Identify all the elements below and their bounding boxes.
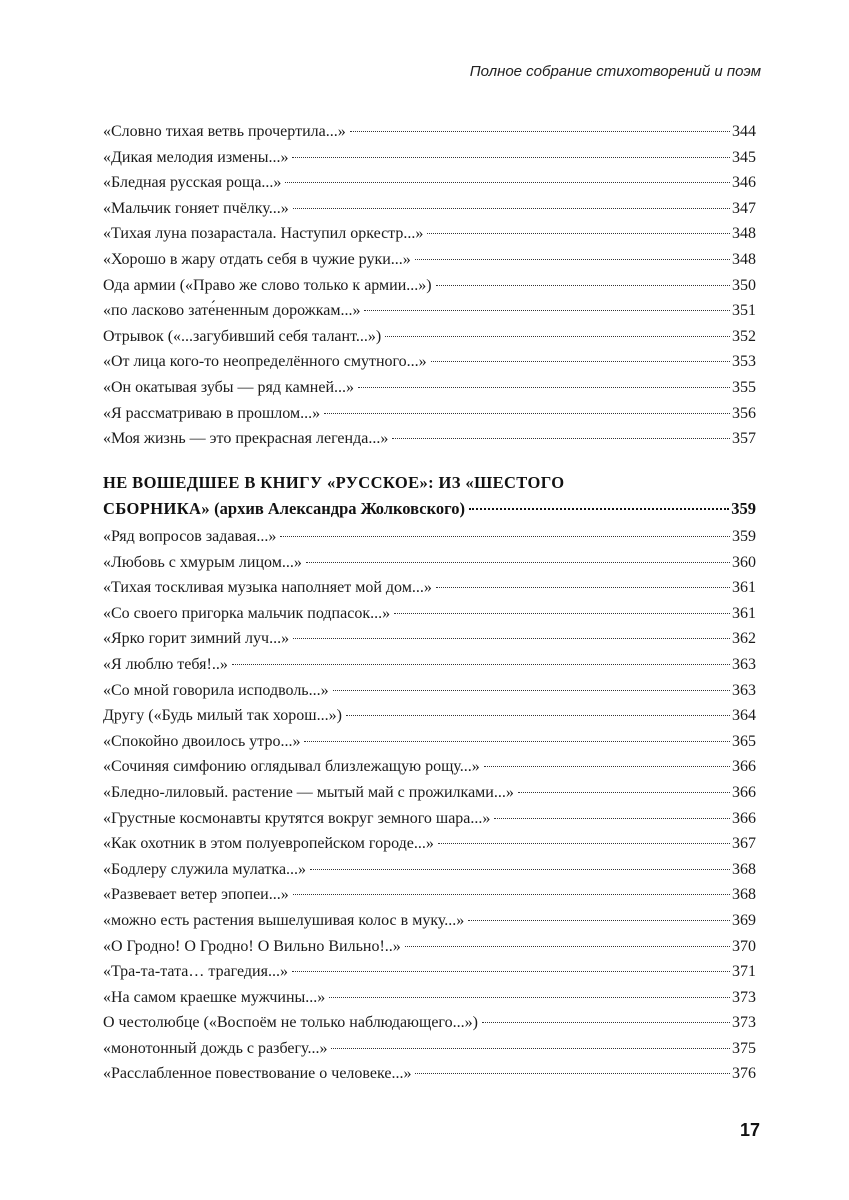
toc-entry-page: 356: [732, 404, 756, 422]
toc-entry-title: «Как охотник в этом полуевропейском городе...»: [103, 835, 434, 853]
dot-leader: [494, 818, 730, 819]
toc-entry-title: Ода армии («Право же слово только к армии...»): [103, 276, 432, 294]
dot-leader: [285, 182, 730, 183]
toc-entry-title: «Со мной говорила исподволь...»: [103, 681, 329, 699]
toc-entry[interactable]: [103, 652, 756, 678]
toc-entry-page: 366: [732, 809, 756, 827]
toc-entry-title: «Бледная русская роща...»: [103, 174, 282, 192]
toc-entry-title: «Бледно-лиловый. растение — мытый май с прожилками...»: [103, 783, 514, 801]
toc-entry-title: «Хорошо в жару отдать себя в чужие руки...»: [103, 250, 411, 268]
dot-leader: [436, 285, 730, 286]
toc-entry[interactable]: [103, 550, 756, 576]
toc-entry[interactable]: [103, 145, 756, 171]
dot-leader: [385, 336, 730, 337]
toc-entry-title: Другу («Будь милый так хорош...»): [103, 707, 342, 725]
toc-entry[interactable]: [103, 349, 756, 375]
dot-leader: [427, 233, 730, 234]
dot-leader: [358, 387, 730, 388]
section-heading-subtitle: (архив Александра Жолковского): [210, 499, 465, 518]
toc-entry[interactable]: [103, 524, 756, 550]
dot-leader: [333, 690, 730, 691]
toc-entry-title: «Расслабленное повествование о человеке...»: [103, 1065, 412, 1083]
toc-entry-title: «можно есть растения вышелушивая колос в муку...»: [103, 911, 465, 929]
toc-entry-title: «по ласково зате́ненным дорожкам...»: [103, 302, 361, 320]
dot-leader: [293, 894, 730, 895]
section-heading-caps: СБОРНИКА»: [103, 499, 211, 518]
toc-entry[interactable]: [103, 626, 756, 652]
dot-leader: [415, 259, 730, 260]
toc-entry-page: 345: [732, 148, 756, 166]
toc-entry-page: 360: [732, 553, 756, 571]
toc-entry-title: «Мальчик гоняет пчёлку...»: [103, 199, 289, 217]
toc-entry-page: 344: [732, 123, 756, 140]
toc-entry[interactable]: [103, 678, 756, 704]
toc-entry[interactable]: [103, 985, 756, 1011]
dot-leader: [484, 766, 730, 767]
toc-entry-title: «Тра-та-тата… трагедия...»: [103, 963, 288, 981]
toc-entry-page: 370: [732, 937, 756, 955]
toc-entry[interactable]: [103, 273, 756, 299]
dot-leader: [438, 843, 730, 844]
section-heading-page: 359: [731, 499, 756, 518]
dot-leader: [292, 971, 730, 972]
toc-entry[interactable]: [103, 882, 756, 908]
dot-leader: [405, 946, 730, 947]
toc-entry-page: 348: [732, 225, 756, 243]
dot-leader: [468, 920, 730, 921]
dot-leader: [394, 613, 730, 614]
dot-leader: [329, 997, 730, 998]
toc-entry-title: «Ярко горит зимний луч...»: [103, 630, 290, 648]
toc-entry-title: «Со своего пригорка мальчик подпасок...»: [103, 604, 391, 622]
toc-entry[interactable]: [103, 119, 756, 145]
toc-entry-page: 361: [732, 604, 756, 622]
toc-entry-page: 373: [732, 1014, 756, 1032]
section-heading[interactable]: [103, 470, 756, 522]
toc-entry-page: 357: [732, 430, 756, 448]
toc-entry-page: 375: [732, 1039, 756, 1057]
dot-leader: [304, 741, 730, 742]
toc-entry[interactable]: [103, 959, 756, 985]
dot-leader: [331, 1048, 730, 1049]
toc-entry-title: «На самом краешке мужчины...»: [103, 988, 326, 1006]
toc-entry[interactable]: [103, 601, 756, 627]
toc-entry-title: «Я рассматриваю в прошлом...»: [103, 404, 321, 422]
toc-entry-page: 348: [732, 250, 756, 268]
toc-entry[interactable]: [103, 170, 756, 196]
toc-entry[interactable]: [103, 375, 756, 401]
toc-entry-title: «монотонный дождь с разбегу...»: [103, 1039, 328, 1057]
toc-entry-page: 369: [732, 911, 756, 929]
toc-entry-title: «Он окатывая зубы — ряд камней...»: [103, 378, 355, 396]
toc-entry[interactable]: [103, 1010, 756, 1036]
toc-entry[interactable]: [103, 1036, 756, 1062]
toc-entry-title: «Грустные космонавты крутятся вокруг земного шара...»: [103, 809, 491, 827]
toc-entry-page: 350: [732, 276, 756, 294]
dot-leader: [431, 361, 730, 362]
section-heading-line2: [103, 496, 756, 522]
toc-entry-page: 366: [732, 783, 756, 801]
toc-entry-title: «Тихая луна позарастала. Наступил оркестр...»: [103, 225, 424, 243]
toc-entry-title: «От лица кого-то неопределённого смутного...»: [103, 353, 427, 371]
section-heading-line1: НЕ ВОШЕДШЕЕ В КНИГУ «РУССКОЕ»: ИЗ «ШЕСТОГО: [103, 473, 565, 492]
toc-entry[interactable]: [103, 729, 756, 755]
toc-entry-title: «Я люблю тебя!..»: [103, 655, 228, 673]
toc-entry-page: 363: [732, 681, 756, 699]
toc-entry-page: 364: [732, 707, 756, 725]
toc-entry-page: 351: [732, 302, 756, 320]
toc-list-before: [103, 119, 756, 452]
dot-leader: [293, 208, 730, 209]
dot-leader: [232, 664, 730, 665]
dot-leader: [518, 792, 730, 793]
toc-entry[interactable]: [103, 754, 756, 780]
toc-entry-page: 353: [732, 353, 756, 371]
dot-leader: [280, 536, 730, 537]
toc-entry-page: 355: [732, 378, 756, 396]
toc-entry[interactable]: [103, 324, 756, 350]
page-number: 17: [739, 1120, 760, 1140]
dot-leader: [392, 438, 730, 439]
toc-entry-title: «Сочиняя симфонию оглядывал близлежащую рощу...»: [103, 758, 480, 776]
running-head: Полное собрание стихотворений и поэм: [469, 63, 761, 80]
toc-entry-title: «Любовь с хмурым лицом...»: [103, 553, 302, 571]
toc-entry[interactable]: [103, 247, 756, 273]
toc-entry-page: 347: [732, 199, 756, 217]
toc-entry-title: «Ряд вопросов задавая...»: [103, 528, 277, 545]
dot-leader: [350, 131, 730, 132]
dot-leader: [324, 413, 730, 414]
toc-entry-page: 373: [732, 988, 756, 1006]
toc-entry[interactable]: [103, 575, 756, 601]
toc-entry-title: «Дикая мелодия измены...»: [103, 148, 289, 166]
toc-entry[interactable]: [103, 934, 756, 960]
toc-entry-title: «Моя жизнь — это прекрасная легенда...»: [103, 430, 389, 448]
toc-entry-page: 376: [732, 1065, 756, 1083]
toc-entry-page: 361: [732, 579, 756, 597]
toc-entry-title: «О Гродно! О Гродно! О Вильно Вильно!..»: [103, 937, 401, 955]
toc-entry-page: 367: [732, 835, 756, 853]
dot-leader: [436, 587, 730, 588]
toc-entry[interactable]: [103, 831, 756, 857]
toc-entry[interactable]: [103, 298, 756, 324]
toc-entry-title: «Спокойно двоилось утро...»: [103, 732, 301, 750]
toc-entry-page: 366: [732, 758, 756, 776]
dot-leader: [292, 157, 730, 158]
toc-entry-page: 346: [732, 174, 756, 192]
toc-entry[interactable]: [103, 221, 756, 247]
toc-entry-page: 368: [732, 886, 756, 904]
toc-entry-title: О честолюбце («Воспоём не только наблюдающего...»): [103, 1014, 478, 1032]
toc-entry-page: 362: [732, 630, 756, 648]
toc-entry-page: 363: [732, 655, 756, 673]
toc-entry[interactable]: [103, 401, 756, 427]
dot-leader: [469, 508, 729, 510]
dot-leader: [310, 869, 730, 870]
toc-entry-page: 368: [732, 860, 756, 878]
toc-entry[interactable]: [103, 196, 756, 222]
toc-entry-title: «Тихая тоскливая музыка наполняет мой дом...»: [103, 579, 432, 597]
toc-entry-title: Отрывок («...загубивший себя талант...»): [103, 327, 382, 345]
dot-leader: [482, 1022, 730, 1023]
dot-leader: [364, 310, 730, 311]
dot-leader: [415, 1073, 730, 1074]
dot-leader: [346, 715, 730, 716]
toc-entry-page: 352: [732, 327, 756, 345]
toc-entry[interactable]: [103, 908, 756, 934]
toc-entry-page: 359: [732, 528, 756, 545]
toc-entry[interactable]: [103, 857, 756, 883]
dot-leader: [306, 562, 730, 563]
toc-entry[interactable]: [103, 1061, 756, 1087]
toc-entry[interactable]: [103, 426, 756, 452]
toc-entry[interactable]: [103, 780, 756, 806]
toc-entry[interactable]: [103, 703, 756, 729]
toc-entry-page: 371: [732, 963, 756, 981]
toc-list-after: [103, 524, 756, 1087]
toc-entry-page: 365: [732, 732, 756, 750]
toc-entry[interactable]: [103, 806, 756, 832]
toc-entry-title: «Бодлеру служила мулатка...»: [103, 860, 307, 878]
toc-entry-title: «Словно тихая ветвь прочертила...»: [103, 123, 346, 140]
toc-entry-title: «Развевает ветер эпопеи...»: [103, 886, 289, 904]
dot-leader: [293, 638, 730, 639]
